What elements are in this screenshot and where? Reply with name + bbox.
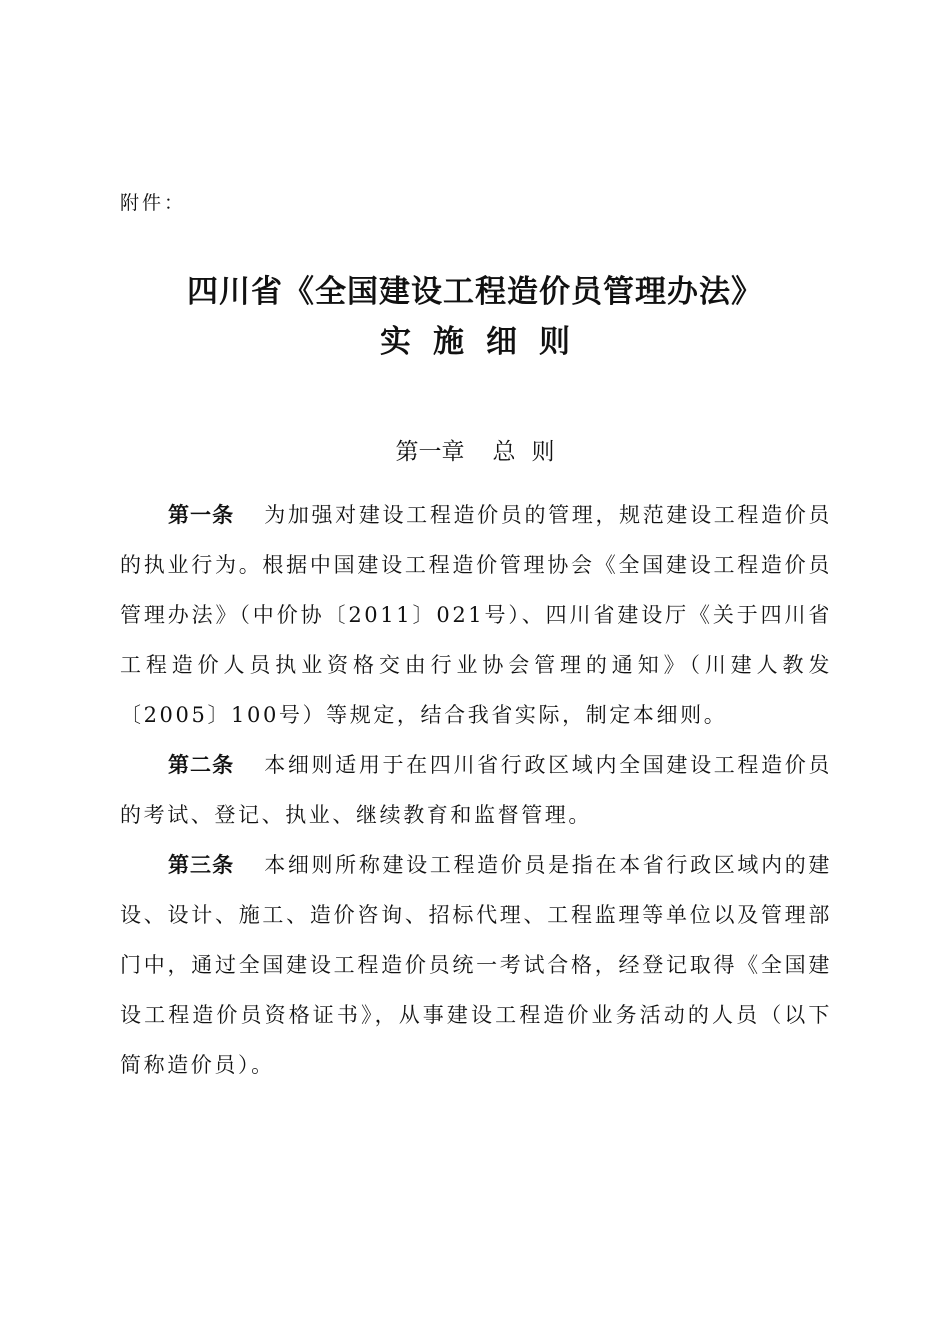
document-body <box>120 490 832 1090</box>
article-1-text: 为加强对建设工程造价员的管理，规范建设工程造价员的执业行为。根据中国建设工程造价管理协会《全国建设工程造价员管理办法》（中价协〔2011〕021号）、四川省建设厅《关于四川省工程造价人员执业资格交由行业协会管理的通知》（川建人教发〔2005〕100号）等规定，结合我省实际，制定本细则。 <box>120 503 832 727</box>
article-3 <box>120 840 832 1090</box>
article-2 <box>120 740 832 840</box>
chapter-heading <box>0 434 950 470</box>
article-3-text: 本细则所称建设工程造价员是指在本省行政区域内的建设、设计、施工、造价咨询、招标代理、工程监理等单位以及管理部门中，通过全国建设工程造价员统一考试合格，经登记取得《全国建设工程造价员资格证书》，从事建设工程造价业务活动的人员（以下简称造价员）。 <box>120 853 832 1077</box>
article-2-text: 本细则适用于在四川省行政区域内全国建设工程造价员的考试、登记、执业、继续教育和监督管理。 <box>120 753 832 827</box>
document-title: 四川省《全国建设工程造价员管理办法》 <box>187 274 763 310</box>
article-1-label: 第一条 <box>168 503 235 527</box>
article-1 <box>120 490 832 740</box>
chapter-number: 第一章 <box>395 439 465 465</box>
chapter-name-part1: 总 <box>492 439 516 465</box>
attachment-label: 附件： <box>120 192 187 214</box>
article-3-label: 第三条 <box>168 853 235 877</box>
chapter-name-part2: 则 <box>531 439 555 465</box>
article-2-label: 第二条 <box>168 753 235 777</box>
document-subtitle: 实施细则 <box>380 324 592 360</box>
